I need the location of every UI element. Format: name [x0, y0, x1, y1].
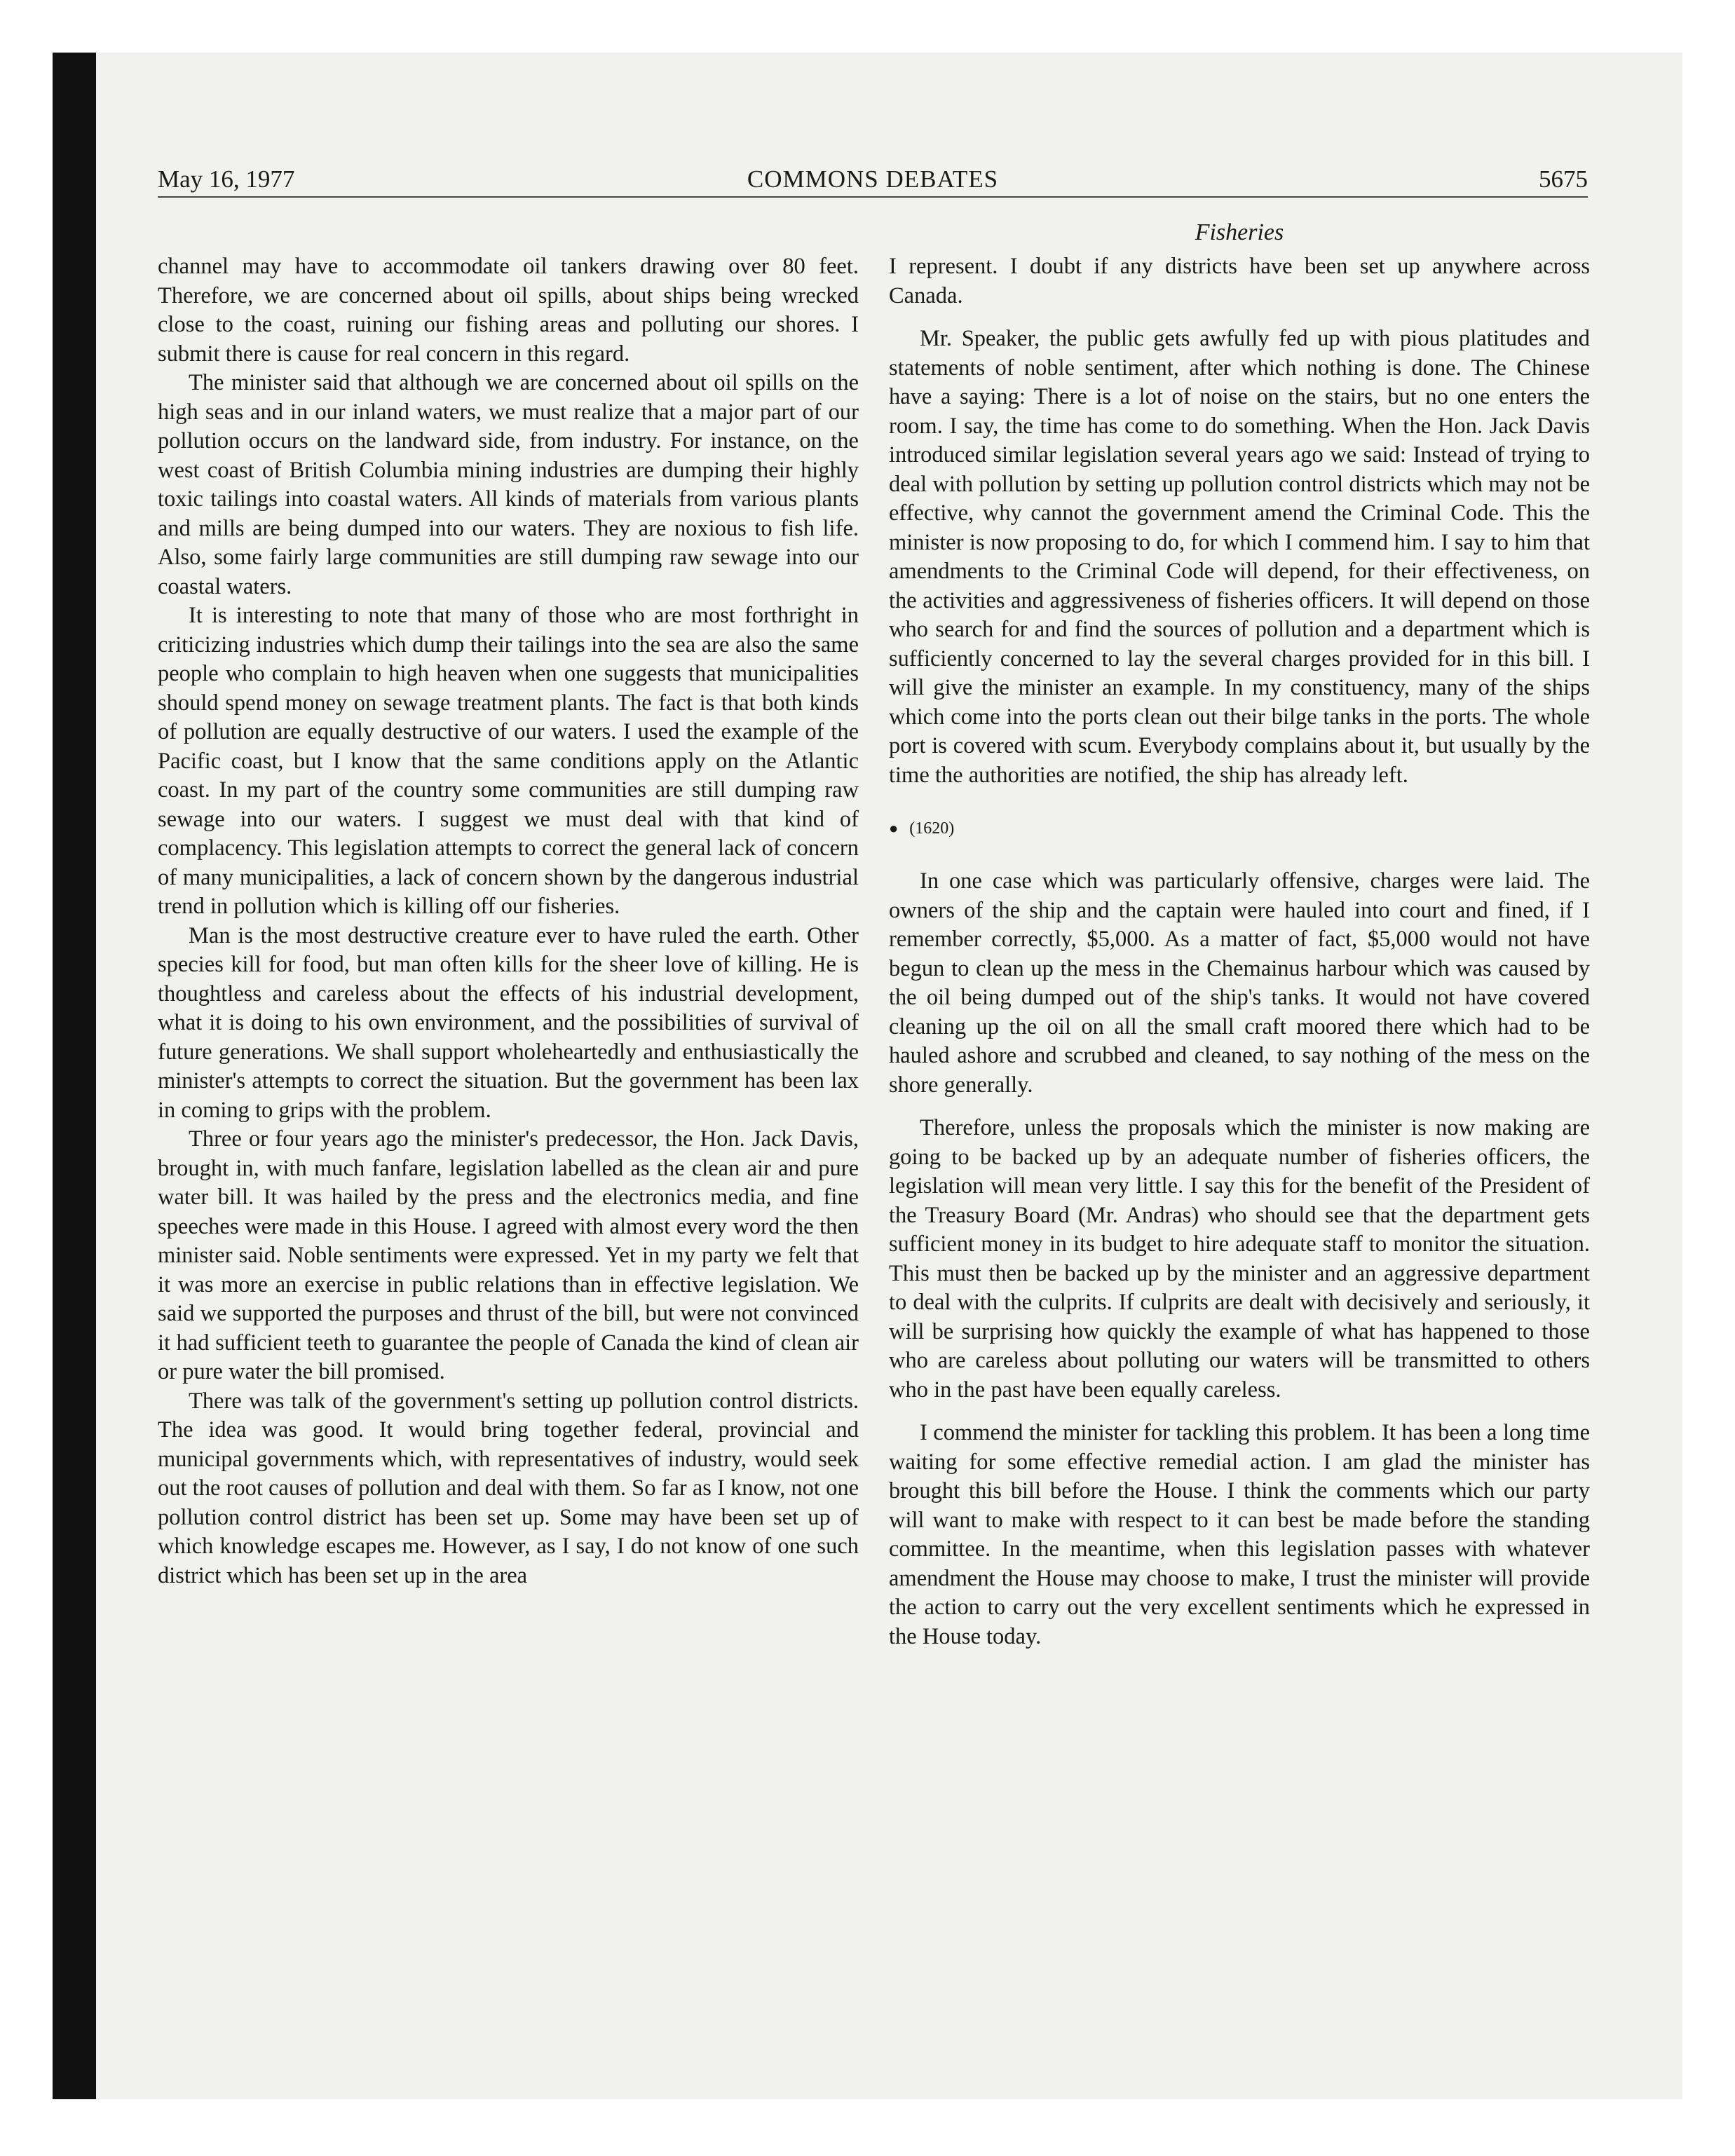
header-title: COMMONS DEBATES: [747, 165, 999, 193]
header-page-number: 5675: [1539, 165, 1588, 193]
right-column: [889, 252, 1590, 1651]
paragraph: Mr. Speaker, the public gets awfully fed up with pious platitudes and statements of noble sentiment, after which nothing is done. The Chinese have a saying: There is a lot of noise on the stairs, but no one enters the room. I say, the time has come to do something. When the Hon. Jack Davis introduced similar legislation several years ago we said: Instead of trying to deal with pollution by setting up pollution control districts which may not be effective, why cannot the government amend the Criminal Code. This the minister is now proposing to do, for which I commend him. I say to him that amendments to the Criminal Code will depend, for their effectiveness, on the activities and aggressiveness of fisheries officers. It will depend on those who search for and find the sources of pollution and a department which is sufficiently concerned to lay the several charges provided for in this bill. I will give the minister an example. In my constituency, many of the ships which come into the ports clean out their bilge tanks in the ports. The whole port is covered with scum. Everybody complains about it, but usually by the time the authorities are notified, the ship has already left.: [889, 326, 1590, 788]
paragraph: I represent. I doubt if any districts have been set up anywhere across Canada.: [889, 254, 1590, 308]
left-column: [158, 252, 859, 1590]
paragraph: Therefore, unless the proposals which the minister is now making are going to be backed up by an adequate number of fisheries officers, the legislation will mean very little. I say this for the benefit of the President of the Treasury Board (Mr. Andras) who should see that the department gets sufficient money in its budget to hire adequate staff to monitor the situation. This must then be backed up by the minister and an aggressive department to deal with the culprits. If culprits are dealt with decisively and seriously, it will be surprising how quickly the example of what has happened to those who are careless about polluting our waters will be transmitted to others who in the past have been equally careless.: [889, 1115, 1590, 1403]
page-header: [158, 163, 1588, 198]
scan-edge: [53, 53, 96, 2099]
paragraph: The minister said that although we are concerned about oil spills on the high seas and in our inland waters, we must realize that a major part of our pollution occurs on the landward side, from industry. For instance, on the west coast of British Columbia mining industries are dumping their highly toxic tailings into coastal waters. All kinds of materials from various plants and mills are being dumped into our waters. They are noxious to fish life. Also, some fairly large communities are still dumping raw sewage into our coastal waters.: [158, 370, 859, 599]
paragraph: In one case which was particularly offensive, charges were laid. The owners of the ship and the captain were hauled into court and fined, if I remember correctly, $5,000. As a matter of fact, $5,000 would not have begun to clean up the mess in the Chemainus harbour which was caused by the oil being dumped out of the ship's tanks. It would not have covered cleaning up the oil on all the small craft moored there which had to be hauled ashore and scrubbed and cleaned, to say nothing of the mess on the shore generally.: [889, 868, 1590, 1098]
time-marker-label: (1620): [909, 819, 955, 838]
bullet-icon: ●: [889, 819, 899, 837]
paragraph: I commend the minister for tackling this problem. It has been a long time waiting for some effective remedial action. I am glad the minister has brought this bill before the House. I think the comments which our party will want to make with respect to it can best be made before the standing committee. In the meantime, when this legislation passes with whatever amendment the House may choose to make, I trust the minister will provide the action to carry out the very excellent sentiments which he expressed in the House today.: [889, 1420, 1590, 1649]
paragraph: Three or four years ago the minister's predecessor, the Hon. Jack Davis, brought in, with much fanfare, legislation labelled as the clean air and pure water bill. It was hailed by the press and the electronics media, and fine speeches were made in this House. I agreed with almost every word the then minister said. Noble sentiments were expressed. Yet in my party we felt that it was more an exercise in public relations than in effective legislation. We said we supported the purposes and thrust of the bill, but were not convinced it had sufficient teeth to guarantee the people of Canada the kind of clean air or pure water the bill promised.: [158, 1126, 859, 1384]
header-date: May 16, 1977: [158, 165, 295, 193]
paragraph: It is interesting to note that many of those who are most forthright in criticizing industries which dump their tailings into the sea are also the same people who complain to high heaven when one suggests that municipalities should spend money on sewage treatment plants. The fact is that both kinds of pollution are equally destructive of our waters. I used the example of the Pacific coast, but I know that the same conditions apply on the Atlantic coast. In my part of the country some communities are still dumping raw sewage into our waters. I suggest we must deal with that kind of complacency. This legislation attempts to correct the general lack of concern of many municipalities, a lack of concern shown by the dangerous industrial trend in pollution which is killing off our fisheries.: [158, 603, 859, 919]
section-title: Fisheries: [1195, 219, 1284, 245]
paragraph: Man is the most destructive creature ever to have ruled the earth. Other species kill for food, but man often kills for the sheer love of killing. He is thoughtless and careless about the effects of his industrial development, what it is doing to his own environment, and the possibilities of survival of future generations. We shall support wholeheartedly and enthusiastically the minister's attempts to correct the situation. But the government has been lax in coming to grips with the problem.: [158, 922, 859, 1123]
time-marker: [889, 818, 1590, 839]
paragraph: channel may have to accommodate oil tankers drawing over 80 feet. Therefore, we are concerned about oil spills, about ships being wrecked close to the coast, ruining our fishing areas and polluting our shores. I submit there is cause for real concern in this regard.: [158, 254, 859, 367]
paragraph: There was talk of the government's setting up pollution control districts. The idea was good. It would bring together federal, provincial and municipal governments which, with representatives of industry, would seek out the root causes of pollution and deal with them. So far as I know, not one pollution control district has been set up. Some may have been set up of which knowledge escapes me. However, as I say, I do not know of one such district which has been set up in the area: [158, 1388, 859, 1588]
